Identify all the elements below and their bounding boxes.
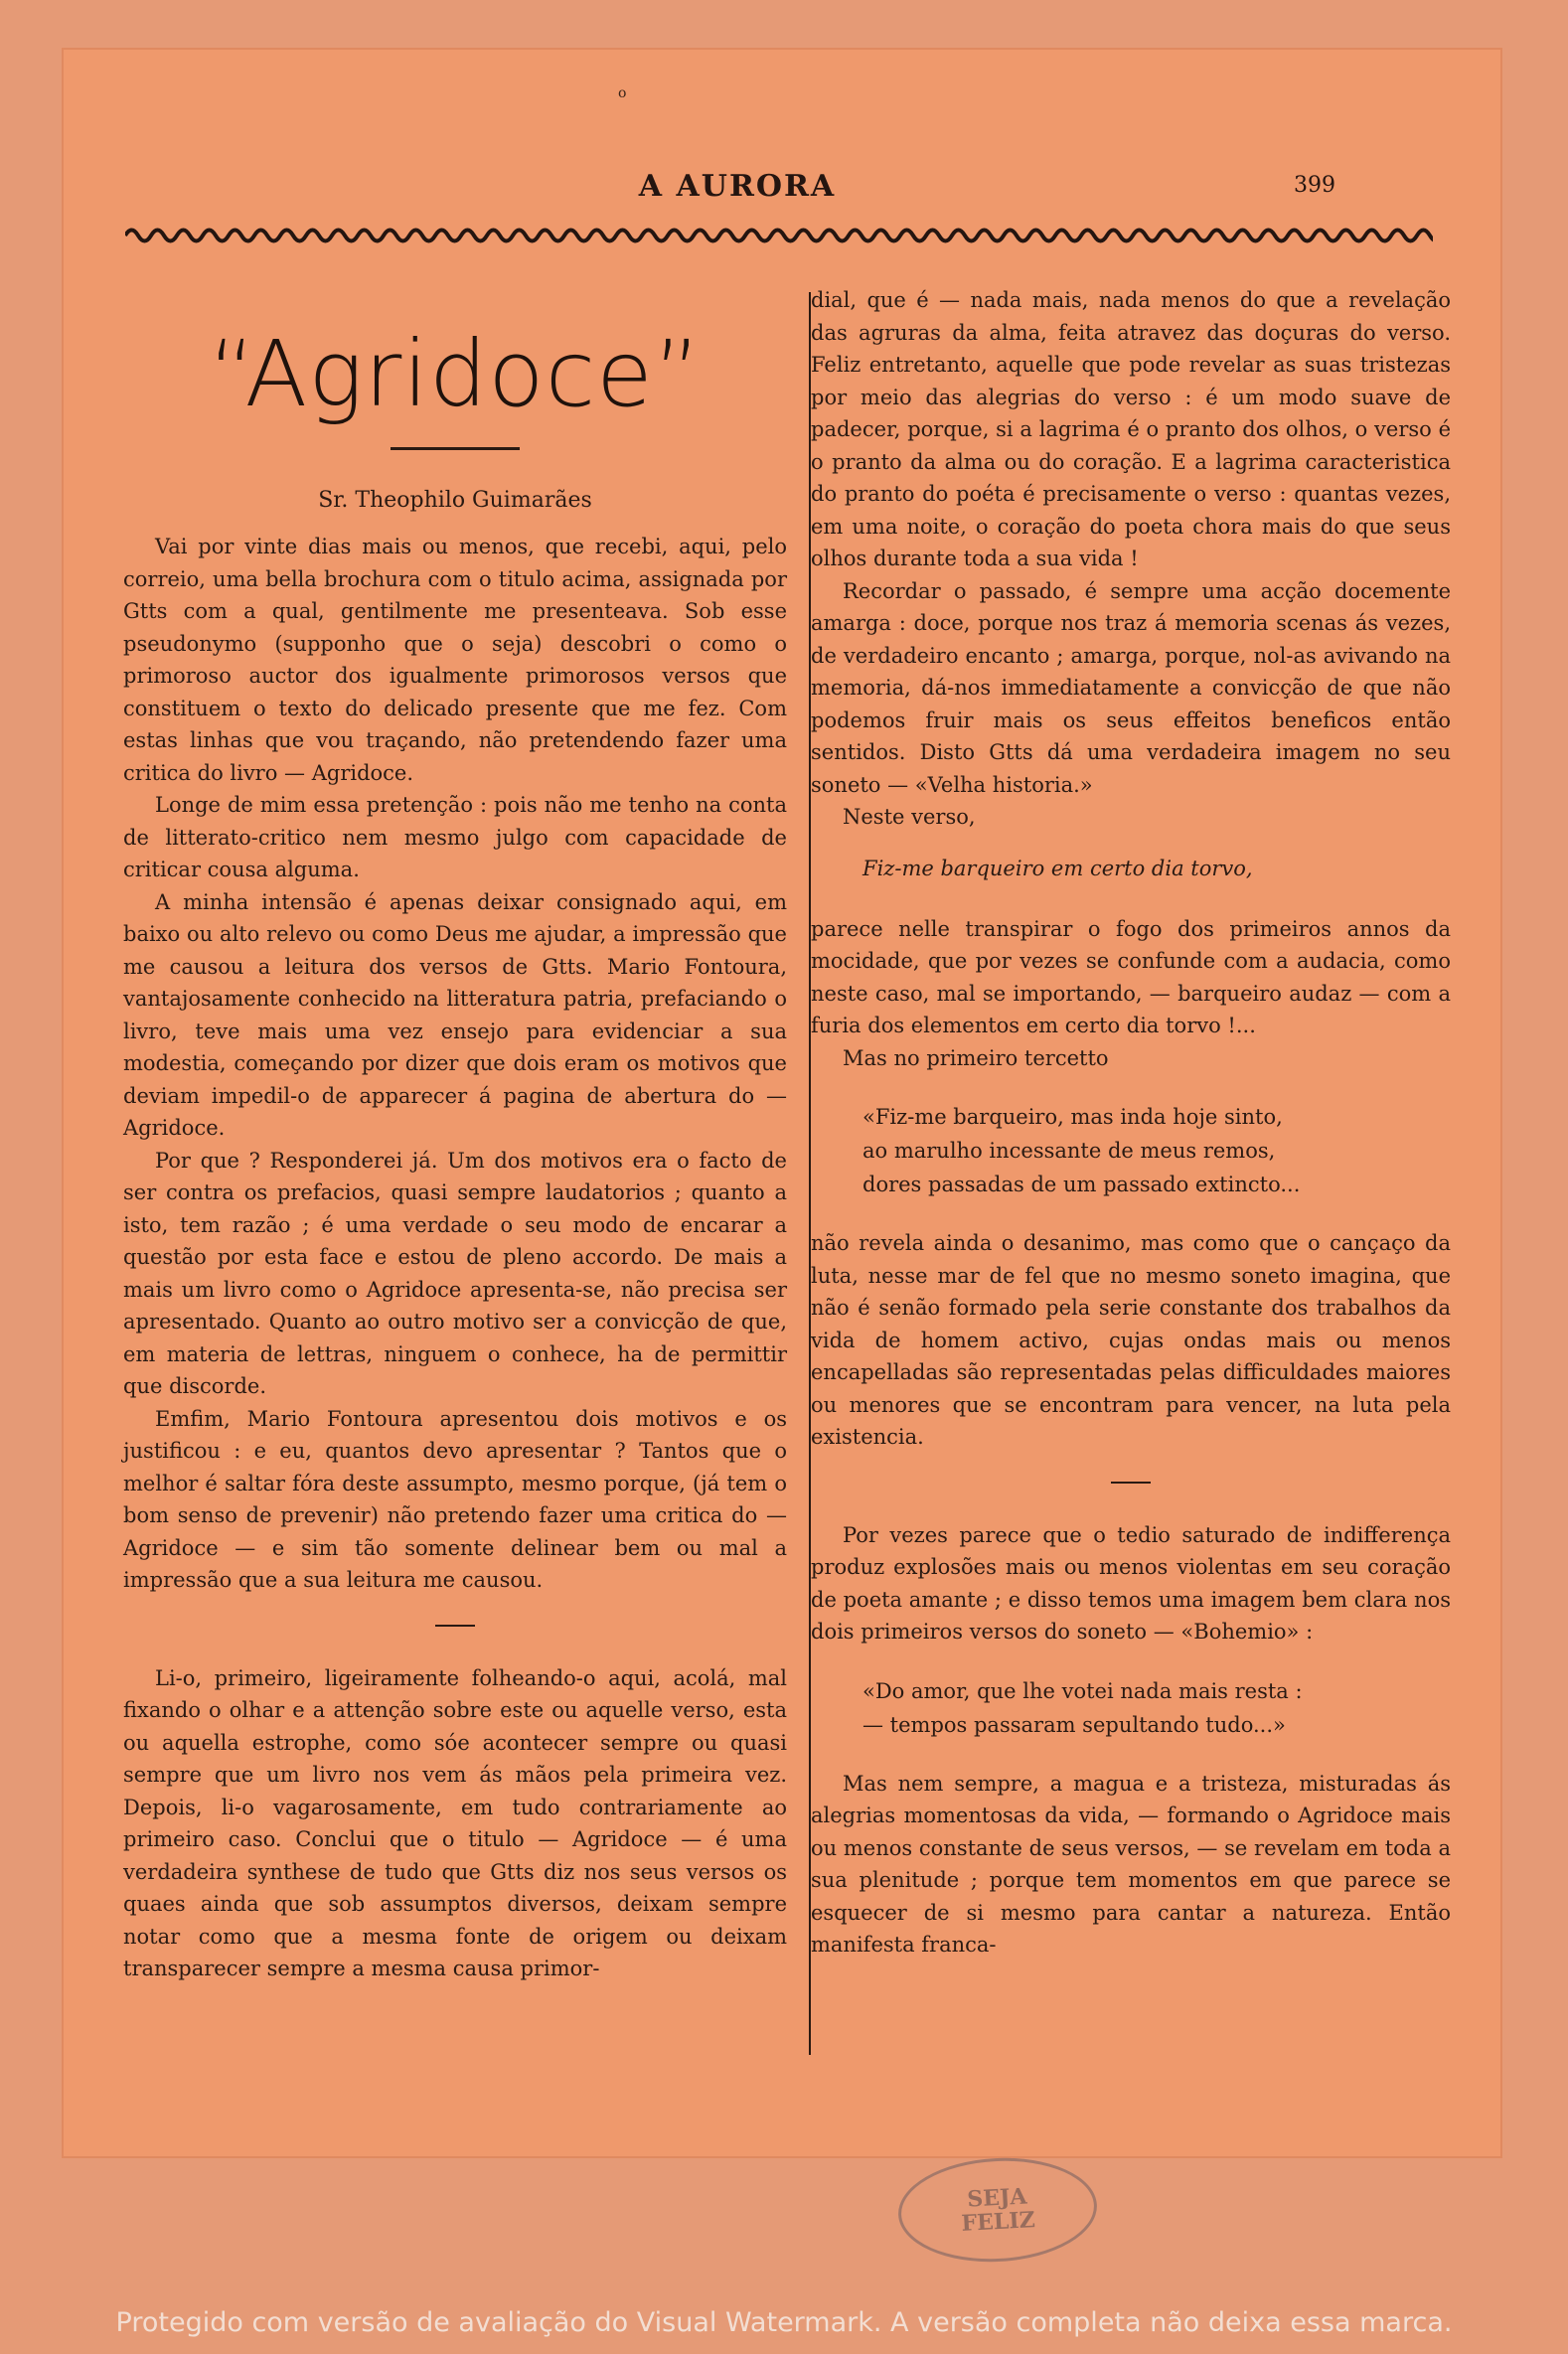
stamp-line: SEJA — [966, 2183, 1028, 2213]
newspaper-title: A AURORA — [638, 169, 837, 204]
paragraph: parece nelle transpirar o fogo dos primeiros annos da mocidade, que por vezes se confunde com a audacia, como neste caso, mal se importando, — barqueiro audaz — com a furia dos elementos em certo dia torvo !... — [811, 916, 1451, 1037]
paragraph: Mas no primeiro tercetto — [843, 1045, 1109, 1070]
title-rule — [391, 447, 520, 450]
stamp-line: FELIZ — [960, 2207, 1036, 2237]
verse-line: «Fiz-me barqueiro, mas inda hoje sinto, — [862, 1105, 1283, 1129]
verse-line: dores passadas de um passado extincto... — [862, 1173, 1301, 1196]
left-column — [123, 284, 787, 1985]
section-separator — [1111, 1482, 1151, 1484]
library-stamp — [895, 2153, 1099, 2267]
page-mark: o — [618, 85, 627, 101]
paragraph: dial, que é — nada mais, nada menos do que a revelação das agruras da alma, feita atravez das doçuras do verso. Feliz entretanto, aquelle que pode revelar as suas tristezas por meio das alegrias do verso : é um modo suave de padecer, porque, si a lagrima é o pranto dos olhos, o verso é o pranto da alma ou do coração. E a lagrima caracteristica do pranto do poéta é precisamente o verso : quantas vezes, em uma noite, o coração do poeta chora mais do que seus olhos durante toda a sua vida ! — [811, 288, 1451, 570]
page-number: 399 — [1294, 173, 1335, 198]
article-title: “Agridoce” — [208, 321, 703, 427]
paragraph: Por que ? Responderei já. Um dos motivos era o facto de ser contra os prefacios, quasi sempre laudatorios ; quanto a isto, tem razão ; é uma verdade o seu modo de encarar a questão por esta face e estou de pleno accordo. De mais a mais um livro como o Agridoce apresenta-se, não precisa ser apresentado. Quanto ao outro motivo ser a convicção de que, em materia de lettras, ninguem o conhece, ha de permittir que discorde. — [123, 1148, 787, 1398]
watermark-notice: Protegido com versão de avaliação do Visual Watermark. A versão completa não deixa essa marca. — [115, 2307, 1453, 2338]
paragraph: A minha intensão é apenas deixar consignado aqui, em baixo ou alto relevo ou como Deus me ajudar, a impressão que me causou a leitura dos versos de Gtts. Mario Fontoura, vantajosamente conhecido na litteratura patria, prefaciando o livro, teve mais uma vez ensejo para evidenciar a sua modestia, começando por dizer que dois eram os motivos que deviam impedil-o de apparecer á pagina de abertura do — Agridoce. — [123, 889, 787, 1140]
newspaper-page — [62, 48, 1502, 2158]
verse-line: — tempos passaram sepultando tudo...» — [862, 1712, 1286, 1737]
paragraph: Li-o, primeiro, ligeiramente folheando-o aqui, acolá, mal fixando o olhar e a attenção sobre este ou aquelle verso, esta ou aquella estrophe, como sóe acontecer sempre ou quasi sempre que um livro nos vem ás mãos pela primeira vez. Depois, li-o vagarosamente, em tudo contrariamente ao primeiro caso. Conclui que o titulo — Agridoce — é uma verdadeira synthese de tudo que Gtts diz nos seus versos os quaes ainda que sob assumptos diversos, deixam sempre notar como que a mesma fonte de origem ou deixam transparecer sempre a mesma causa primor- — [123, 1665, 787, 1980]
verse-line: ao marulho incessante de meus remos, — [862, 1139, 1276, 1163]
article-author: Sr. Theophilo Guimarães — [318, 488, 592, 513]
right-column — [811, 284, 1451, 1962]
paragraph: não revela ainda o desanimo, mas como que o cançaço da luta, nesse mar de fel que no mesmo soneto imagina, que não é senão formado pela serie constante dos trabalhos da vida de homem activo, cujas ondas mais ou menos encapelladas são representadas pelas difficuldades maiores ou menores que se encontram para vencer, na luta pela existencia. — [811, 1231, 1451, 1449]
paragraph: Longe de mim essa pretenção : pois não me tenho na conta de litterato-critico nem mesmo julgo com capacidade de criticar cousa alguma. — [123, 793, 787, 881]
paragraph: Mas nem sempre, a magua e a tristeza, misturadas ás alegrias momentosas da vida, — formando o Agridoce mais ou menos constante de seus versos, — se revelam em toda a sua plenitude ; porque tem momentos em que parece se esquecer de si mesmo para cantar a natureza. Então manifesta franca- — [811, 1771, 1451, 1957]
paragraph: Vai por vinte dias mais ou menos, que recebi, aqui, pelo correio, uma bella brochura com o titulo acima, assignada por Gtts com a qual, gentilmente me presenteava. Sob esse pseudonymo (supponho que o seja) descobri o como o primoroso auctor dos igualmente primorosos versos que constituem o texto do delicado presente que me fez. Com estas linhas que vou traçando, não pretendendo fazer uma critica do livro — Agridoce. — [123, 535, 787, 785]
verse-line: «Do amor, que lhe votei nada mais resta : — [862, 1678, 1303, 1703]
paragraph: Neste verso, — [843, 805, 976, 829]
paragraph: Emfim, Mario Fontoura apresentou dois motivos e os justificou : e eu, quantos devo apresentar ? Tantos que o melhor é saltar fóra deste assumpto, mesmo porque, (já tem o bom senso de prevenir) não pretendo fazer uma critica do — Agridoce — e sim tão somente delinear bem ou mal a impressão que a sua leitura me causou. — [123, 1406, 787, 1592]
verse-quote: Fiz-me barqueiro em certo dia torvo, — [862, 856, 1253, 880]
ornamental-border — [125, 223, 1433, 248]
paragraph: Por vezes parece que o tedio saturado de indifferença produz explosões mais ou menos violentas em seu coração de poeta amante ; e disso temos uma imagem bem clara nos dois primeiros versos do soneto — «Bohemio» : — [811, 1522, 1451, 1644]
paragraph: Recordar o passado, é sempre uma acção docemente amarga : doce, porque nos traz á memoria scenas ás vezes, de verdadeiro encanto ; amarga, porque, nol-as avivando na memoria, dá-nos immediatamente a convicção de que não podemos fruir mais os seus effeitos beneficos então sentidos. Disto Gtts dá uma verdadeira imagem no seu soneto — «Velha historia.» — [811, 578, 1451, 797]
section-separator — [435, 1625, 475, 1627]
